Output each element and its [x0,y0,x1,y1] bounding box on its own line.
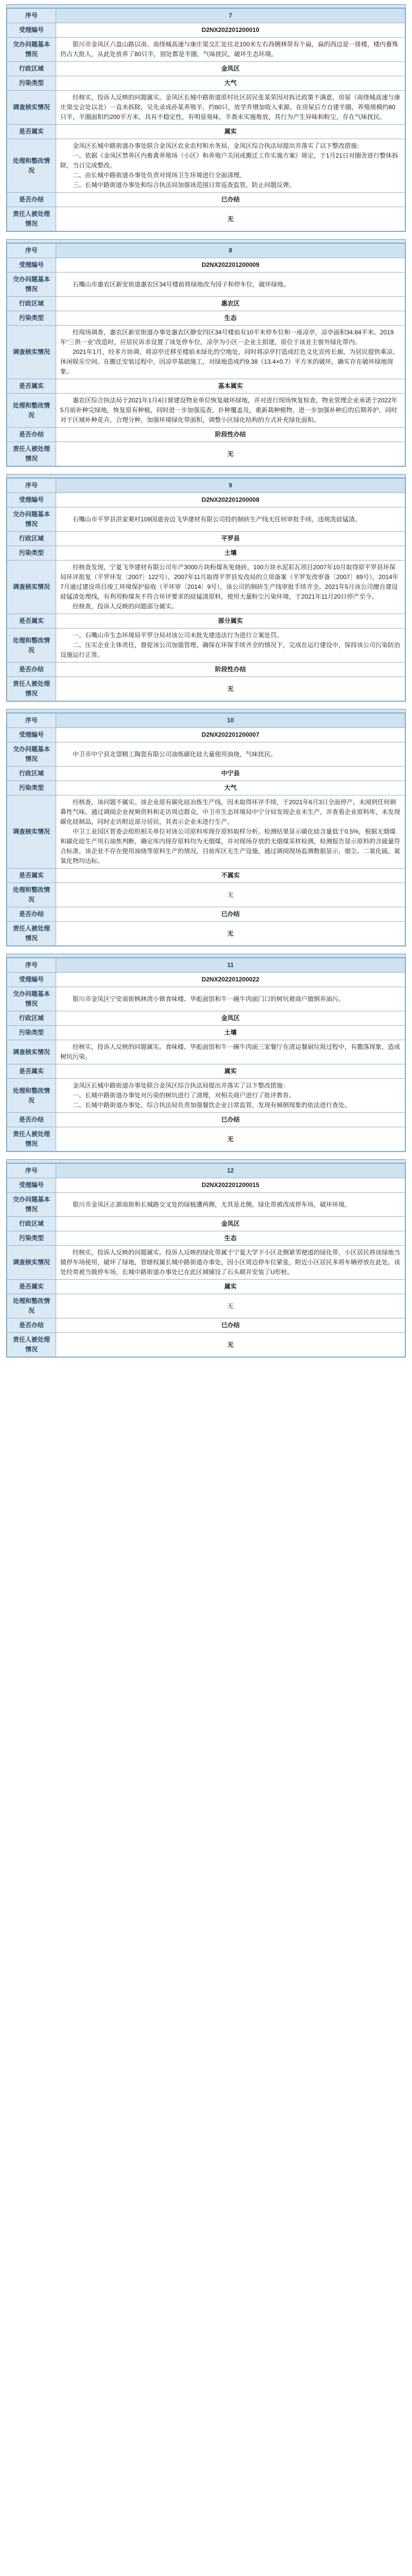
card-header-strip [7,709,405,713]
value-code: D2NX202201200008 [56,493,405,507]
value-code: D2NX202201200010 [56,23,405,38]
value-basic [56,507,405,532]
label-handle: 处理和整改情况 [7,629,56,663]
value-valid: 不属实 [56,869,405,883]
row-person [7,207,405,231]
check-paragraph: 经核实，投诉人反映的问题属实。金凤区长城中路街道原村社区居民张某荣因对拆迁政策不满意，房屋（南绕城高速与康庄渠交会处以北）一直未拆除，吴先录成孙某养殖羊，约80只，放学乔增加收入来源。在房屋后方自建羊圈，养殖规模约80只羊，羊圈面积约200平方米，具有不稳定性，有明显臭味，羊粪未实施堆放，其行为产生异味和粉尘，存在气味扰民。 [60,94,401,121]
handle-paragraph: 一、长城中路街道办事处对污染的树坑进行了清理，对相关商户进行了批评教育。 [73,1092,296,1099]
handle-paragraph: 一、依据《金凤区禁养区内畜禽养殖场（小区）和养殖户关闭或搬迁工作实施方案》规定，于1月21日对圈舍进行整体拆除，当日完成整改。 [60,152,399,169]
label-basic: 交办问题基本情况 [7,273,56,297]
value-person: 无 [56,1127,405,1151]
handle-paragraph: 二、长城中路街道办事处、综合执法局负责加强餐饮企业日常监管，发现有倾倒现象的依法进行查处。 [73,1101,351,1109]
value-type: 生态 [56,1231,405,1246]
row-basic [7,742,405,767]
handle-paragraph: 金凤区长城中路街道办事处联合金凤区农业农村和水务局、金凤区综合执法局提出并落实了以下整改措施： [73,142,364,149]
label-region: 行政区域 [7,297,56,311]
label-region: 行政区域 [7,532,56,546]
label-seq: 序号 [7,9,56,23]
row-handle [7,139,405,193]
row-handle [7,1079,405,1113]
handle-paragraph: 一、石嘴山市生态环境局平罗分局对该公司未批先建违法行为进行立案处罚。 [73,632,283,639]
value-type: 大气 [56,781,405,795]
value-valid: 基本属实 [56,379,405,394]
card-header-strip [7,1160,405,1163]
check-paragraph: 经核查，该问题不属实。该企业原有碳化硅冶炼生产线，因未取得环评手续，于2021年6月3日全面停产，未闻到任何刺鼻性气味。通过调阅企业视频资料和走访周边群众，中卫市生态环境局中宁分局发现企业未生产，并查看企业原料库，未发现碳化硅制品，同时走访附近部分居民，其表示企业未进行生产。 [60,799,401,825]
record-card [6,4,406,232]
card-header-strip [7,474,405,478]
row-seq [7,479,405,493]
row-person [7,1333,405,1357]
value-valid: 属实 [56,1064,405,1079]
value-code: D2NX202201200009 [56,258,405,273]
handle-paragraph: 惠农区综合执法局于2021年1月4日督建设物业单位恢复破坏绿地，并对进行现场恢复检查，物业管理企业承诺于2022年5月前补种完绿地，恢复原有种植，同时进一步加强巡查，扑种覆盖及，重新栽种植物，进一步加强补种后的后期养护，同时对于区域补种花卉，合理分种，加强环境绿化带面积，调整小区绿化结构的方式补充绿化面积。 [60,397,398,423]
value-basic [56,1193,405,1217]
label-done: 是否办结 [7,193,56,207]
check-paragraph: 中卫工业园区管委会组织相关单位对该公司原料库现存原料取样分析，检测结果显示碳化硅含量低于0.5%，根据无烟煤和碳化硅生产用石油焦判断，确定库内现存原料均为无烟煤，并对现场存放的无烟煤采样检测，检测报告显示原料的含硫量符合标准，该企业不存在使用油烧等原料生产的情况，目前库区无生产设施，通过调阅现场监测数据显示，烟尘、二氧化硫、氮氧化物均达标。 [60,828,401,865]
handle-paragraph: 金凤区长城中路街道办事处联合金凤区综合执法局提出并落实了以下整改措施： [73,1082,289,1089]
row-done [7,193,405,207]
row-handle [7,1294,405,1318]
row-code [7,728,405,742]
value-person: 无 [56,207,405,231]
value-check [56,326,405,379]
row-basic [7,987,405,1011]
row-valid [7,125,405,139]
row-check [7,1246,405,1280]
label-code: 受理编号 [7,728,56,742]
label-region: 行政区域 [7,62,56,76]
record-card [6,954,406,1152]
value-handle [56,139,405,193]
value-valid: 属实 [56,1280,405,1294]
value-code: D2NX202201200007 [56,728,405,742]
value-check [56,1040,405,1064]
record-card [6,1159,406,1358]
row-handle [7,629,405,663]
label-region: 行政区域 [7,767,56,781]
label-seq: 序号 [7,958,56,973]
row-region [7,297,405,311]
value-basic [56,987,405,1011]
record-table [7,478,405,701]
label-region: 行政区域 [7,1217,56,1231]
label-type: 污染类型 [7,76,56,91]
label-seq: 序号 [7,1164,56,1178]
label-done: 是否办结 [7,1113,56,1127]
value-handle [56,1079,405,1113]
row-basic [7,507,405,532]
label-person: 责任人被处理情况 [7,207,56,231]
basic-paragraph: 石嘴山市平罗县洪家栗村109国道旁边飞华建材有限公司投的制砖生产线无任何审批手续，违规洗硅锰渣。 [73,515,362,523]
label-done: 是否办结 [7,428,56,442]
row-person [7,677,405,701]
row-done [7,907,405,922]
value-person: 无 [56,442,405,466]
row-basic [7,1193,405,1217]
basic-paragraph: 银川市金凤区六盘山路以南、南绕城高速与康庄渠交汇处往北100米左右西侧林带有个扁，扁的西边是一排楼，楼内養殊仍占大批人，从此处放养了80只羊，别处都是羊圈，气味扰民，破坏生态环境。 [60,41,399,58]
value-person: 无 [56,677,405,701]
label-check: 调查核实情况 [7,91,56,125]
row-basic [7,273,405,297]
row-type [7,546,405,561]
row-done [7,428,405,442]
label-code: 受理编号 [7,1178,56,1193]
value-check [56,795,405,869]
handle-paragraph: 二、由长城中路街道办事处负责对现场卫生环境进行全面清理。 [73,172,246,179]
label-region: 行政区域 [7,1011,56,1026]
record-table [7,958,405,1151]
label-person: 责任人被处理情况 [7,922,56,946]
row-code [7,493,405,507]
label-basic: 交办问题基本情况 [7,507,56,532]
check-paragraph: 经现场调查，惠农区新安街道办事处惠农区静安四区34号楼前有10平米停车位和一座凉亭，凉亭面积34.84平米。2019年“三供一业”改造时，应居民诉求设置了该处停车位，凉亭为小区一企业主捐建，原位于该业主窗外绿化带内。 [60,329,394,346]
row-code [7,1178,405,1193]
value-handle [56,629,405,663]
row-valid [7,1064,405,1079]
row-seq [7,244,405,258]
check-paragraph: 经核实，投诉人反映的问题属实。食味楼、华彪面馆和牛一碗牛肉面三家餐厅在清运餐厨垃圾过程中，有撒落现象，造成树坑污染。 [60,1043,401,1060]
row-done [7,663,405,677]
row-seq [7,1164,405,1178]
label-seq: 序号 [7,244,56,258]
value-person: 无 [56,1333,405,1357]
row-region [7,767,405,781]
label-check: 调查核实情况 [7,795,56,869]
label-check: 调查核实情况 [7,1246,56,1280]
value-handle: 无 [56,883,405,907]
row-done [7,1318,405,1333]
label-code: 受理编号 [7,258,56,273]
value-region: 金凤区 [56,62,405,76]
row-code [7,973,405,987]
record-card [6,474,406,702]
label-code: 受理编号 [7,493,56,507]
row-check [7,795,405,869]
card-header-strip [7,5,405,8]
row-seq [7,958,405,973]
value-person: 无 [56,922,405,946]
handle-paragraph: 二、压实企业主体责任，督促该公司加强管理，确保在环保手续齐全的情况下，完成在运行建设中，保持该公司污染防治设施运行正常。 [60,641,401,658]
record-card [6,239,406,467]
row-region [7,1217,405,1231]
label-code: 受理编号 [7,973,56,987]
label-handle: 处理和整改情况 [7,139,56,193]
value-code: D2NX202201200015 [56,1178,405,1193]
label-person: 责任人被处理情况 [7,1333,56,1357]
row-check [7,1040,405,1064]
value-valid: 属实 [56,125,405,139]
label-type: 污染类型 [7,311,56,326]
value-check [56,561,405,614]
label-type: 污染类型 [7,781,56,795]
label-handle: 处理和整改情况 [7,394,56,428]
value-seq: 8 [56,244,405,258]
value-region: 平罗县 [56,532,405,546]
label-person: 责任人被处理情况 [7,677,56,701]
value-check [56,1246,405,1280]
row-valid [7,869,405,883]
row-region [7,532,405,546]
label-seq: 序号 [7,479,56,493]
value-basic [56,38,405,62]
basic-paragraph: 中卫市中宁县北望精工陶瓷有限公司油炼碳化硅大量使用油烧，气味扰民。 [73,750,277,758]
value-done: 阶段性办结 [56,663,405,677]
row-check [7,561,405,614]
value-done: 已办结 [56,193,405,207]
record-table [7,8,405,231]
label-handle: 处理和整改情况 [7,1294,56,1318]
label-valid: 是否属实 [7,125,56,139]
value-type: 土壤 [56,1026,405,1040]
label-person: 责任人被处理情况 [7,1127,56,1151]
row-check [7,91,405,125]
label-person: 责任人被处理情况 [7,442,56,466]
card-header-strip [7,954,405,958]
value-code: D2NX202201200022 [56,973,405,987]
label-valid: 是否属实 [7,1064,56,1079]
label-basic: 交办问题基本情况 [7,987,56,1011]
label-valid: 是否属实 [7,614,56,629]
check-paragraph: 经核查，投诉人反映的问题部分属实。 [73,603,178,610]
value-done: 阶段性办结 [56,428,405,442]
value-type: 生态 [56,311,405,326]
record-table [7,713,405,946]
record-card [6,709,406,946]
value-seq: 10 [56,714,405,728]
label-valid: 是否属实 [7,869,56,883]
row-code [7,23,405,38]
row-handle [7,394,405,428]
handle-paragraph: 三、长城中路街道办事处和综合执法局加强该范围日常巡查监管，防止问题反弹。 [73,181,296,189]
card-header-strip [7,240,405,243]
row-type [7,1026,405,1040]
row-region [7,62,405,76]
label-basic: 交办问题基本情况 [7,38,56,62]
basic-paragraph: 石嘴山市惠农区新安街道惠农区34号楼前将绿地改为园子和停车位，破坏绿地。 [73,280,290,288]
value-seq: 11 [56,958,405,973]
value-seq: 12 [56,1164,405,1178]
value-done: 已办结 [56,907,405,922]
row-code [7,258,405,273]
label-done: 是否办结 [7,1318,56,1333]
row-type [7,781,405,795]
label-basic: 交办问题基本情况 [7,1193,56,1217]
row-check [7,326,405,379]
label-basic: 交办问题基本情况 [7,742,56,767]
row-done [7,1113,405,1127]
value-basic [56,273,405,297]
row-valid [7,379,405,394]
row-region [7,1011,405,1026]
record-table [7,1163,405,1357]
check-paragraph: 经核查发现，宁夏飞华建材有限公司年产3000万块粉煤灰免烧砖，100万块水泥彩瓦项目2007年10月取得原平罗县环保局环评批复（平罗环发〔2007〕122号），2007年11月取得平罗县发改局的立项备案（平罗发改审备〔2007〕89号），2014年7月通过建设项目竣工环境保护验收（平环审〔2014〕9号），该公司的制砖生产线审批手续齐全。2021年5月该公司擅自建设硅锰渣处理线，有利用粉煤灰不符合环评要求的硅锰渣原料，使用大量粉尘污染环境，于2021年11月20日停产至今。 [60,564,399,600]
label-valid: 是否属实 [7,1280,56,1294]
value-done: 已办结 [56,1318,405,1333]
check-paragraph: 2021年1月，经多方协调，将凉亭迁移至楼前未绿化的空地处，同时将凉亭打造成红色文化宣传长廊，为居民提供乘凉、休闲娱乐空间。在搬迁安装过程中，因凉亭基础施工，对绿地造成约9.38（13.4×0.7）平方米的破坏，确实存在破坏绿地现象。 [60,348,399,375]
row-handle [7,883,405,907]
value-region: 金凤区 [56,1011,405,1026]
row-type [7,76,405,91]
label-type: 污染类型 [7,1026,56,1040]
row-type [7,311,405,326]
label-valid: 是否属实 [7,379,56,394]
label-seq: 序号 [7,714,56,728]
value-handle [56,394,405,428]
value-seq: 9 [56,479,405,493]
row-basic [7,38,405,62]
label-handle: 处理和整改情况 [7,883,56,907]
value-handle: 无 [56,1294,405,1318]
row-person [7,922,405,946]
label-type: 污染类型 [7,546,56,561]
row-person [7,1127,405,1151]
value-region: 金凤区 [56,1217,405,1231]
check-paragraph: 经核实，投诉人反映的问题属实。投诉人反映的绿化带属于宁夏大学下小区北侧紧邻便道的绿化带，小区居民将该绿地当做停车场使用，破坏了绿地，管辖权属长城中路街道办事处，因小区周边停车位紧张，附近小区居民多将车辆停放在此处，该处经常被当做停车场，长城中路街道办事处已在此区域铺设了石头砌并安装了U形桩。 [60,1249,401,1276]
value-basic [56,742,405,767]
value-check [56,91,405,125]
value-region: 惠农区 [56,297,405,311]
value-type: 土壤 [56,546,405,561]
basic-paragraph: 银川市金凤区宁安南街枫林湾小镇食味楼、华彪面馆和牛一碗牛肉面门口的树坑被商户做倒弃油污。 [73,995,345,1003]
label-check: 调查核实情况 [7,326,56,379]
label-check: 调查核实情况 [7,561,56,614]
row-type [7,1231,405,1246]
label-handle: 处理和整改情况 [7,1079,56,1113]
label-code: 受理编号 [7,23,56,38]
label-type: 污染类型 [7,1231,56,1246]
record-table [7,243,405,466]
value-valid: 部分属实 [56,614,405,629]
label-done: 是否办结 [7,907,56,922]
value-done: 已办结 [56,1113,405,1127]
value-seq: 7 [56,9,405,23]
value-region: 中宁县 [56,767,405,781]
row-seq [7,714,405,728]
row-seq [7,9,405,23]
label-done: 是否办结 [7,663,56,677]
row-person [7,442,405,466]
row-valid [7,1280,405,1294]
basic-paragraph: 银川市金凤区正源南街和长城路交叉处的绿植遭两侧，尤其是北侧，绿化带被改成停车场，破坏环境。 [73,1200,351,1208]
label-check: 调查核实情况 [7,1040,56,1064]
row-valid [7,614,405,629]
value-type: 大气 [56,76,405,91]
